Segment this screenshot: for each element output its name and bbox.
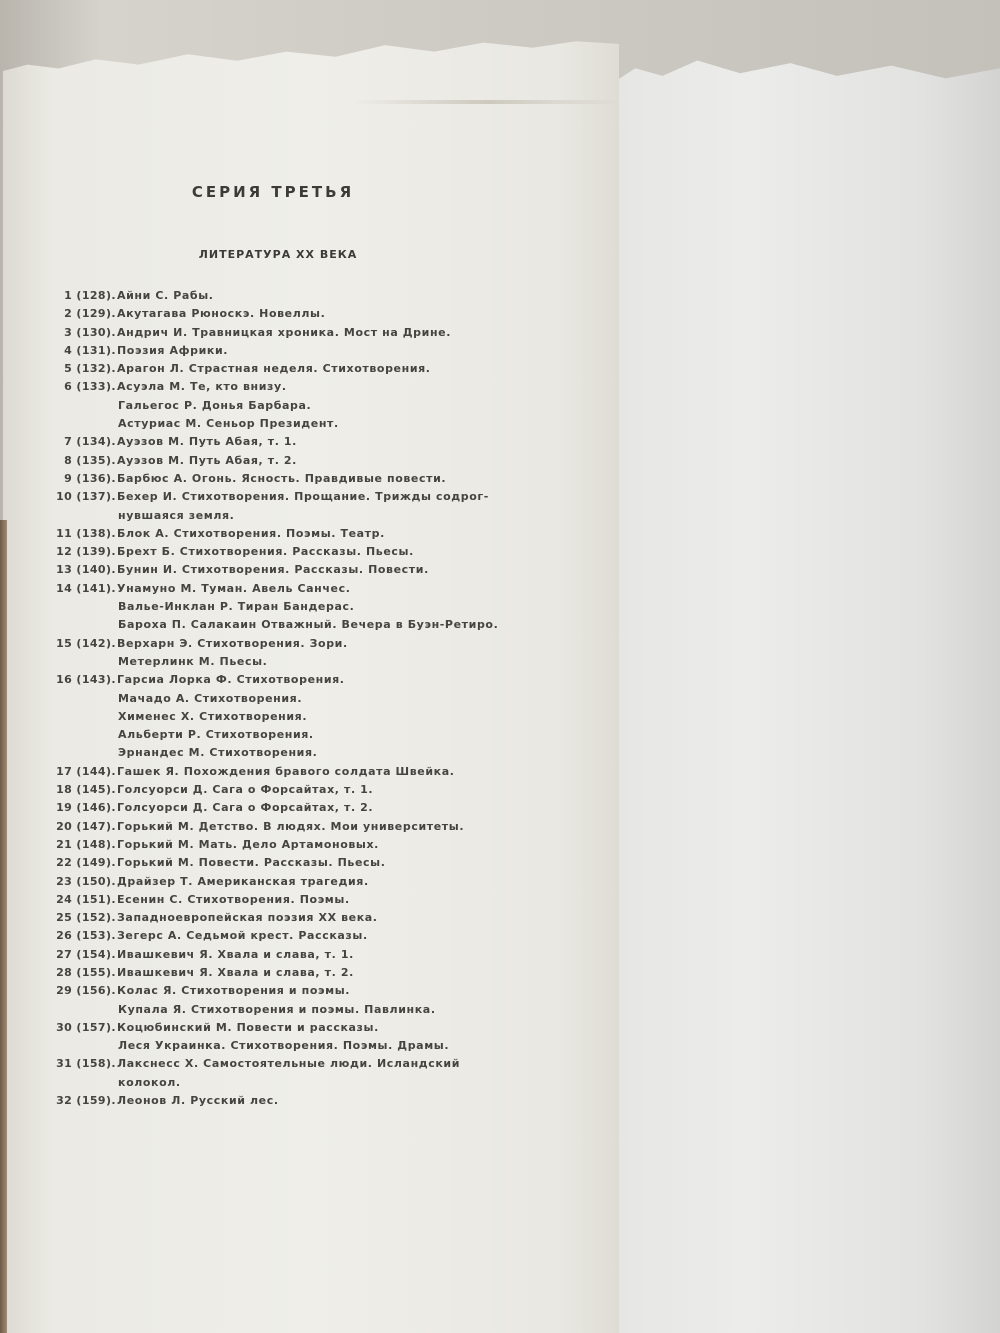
list-item bbox=[0, 909, 610, 927]
entry-title: Есенин С. Стихотворения. Поэмы. bbox=[117, 892, 350, 906]
entry-number: 13 (140). bbox=[56, 563, 116, 577]
entry-number: 18 (145). bbox=[56, 783, 116, 797]
list-item bbox=[0, 488, 610, 506]
list-item bbox=[0, 415, 610, 433]
list-item bbox=[0, 982, 610, 1000]
list-item bbox=[0, 378, 610, 396]
list-item bbox=[0, 763, 610, 781]
entry-number: 28 (155). bbox=[56, 965, 116, 979]
list-item bbox=[0, 397, 610, 415]
entry-title: Горький М. Детство. В людях. Мои университеты. bbox=[117, 819, 465, 833]
entry-title: Леонов Л. Русский лес. bbox=[117, 1094, 279, 1108]
list-item bbox=[0, 635, 610, 653]
list-item bbox=[0, 360, 610, 378]
entry-number: 22 (149). bbox=[56, 856, 116, 870]
list-item bbox=[0, 342, 610, 360]
list-item bbox=[0, 543, 610, 561]
list-item bbox=[0, 854, 610, 872]
entry-number: 32 (159). bbox=[56, 1094, 116, 1108]
entry-number: 29 (156). bbox=[56, 984, 116, 998]
entry-number: 20 (147). bbox=[56, 819, 116, 833]
list-item bbox=[0, 525, 610, 543]
entry-title: Унамуно М. Туман. Авель Санчес. bbox=[117, 581, 351, 595]
list-item bbox=[0, 946, 610, 964]
entry-number: 3 (130). bbox=[64, 325, 116, 339]
entry-title: Асуэла М. Те, кто внизу. bbox=[117, 380, 287, 394]
entry-number: 25 (152). bbox=[56, 911, 116, 925]
entry-number: 14 (141). bbox=[56, 581, 116, 595]
entry-title: Бароха П. Салакаин Отважный. Вечера в Буэн-Ретиро. bbox=[118, 618, 499, 632]
entry-number: 27 (154). bbox=[56, 947, 116, 961]
book-list bbox=[0, 287, 610, 1110]
list-item bbox=[0, 452, 610, 470]
entry-number: 1 (128). bbox=[64, 289, 116, 302]
entry-number: 4 (131). bbox=[64, 343, 116, 357]
entry-title: Голсуорси Д. Сага о Форсайтах, т. 2. bbox=[117, 801, 374, 815]
entry-title: Астуриас М. Сеньор Президент. bbox=[118, 417, 339, 431]
entry-title: Горький М. Мать. Дело Артамоновых. bbox=[117, 837, 379, 851]
list-item bbox=[0, 1037, 610, 1055]
entry-number: 9 (136). bbox=[64, 471, 116, 485]
list-item bbox=[0, 616, 610, 634]
list-item bbox=[0, 927, 610, 945]
list-item bbox=[0, 433, 610, 451]
entry-number: 15 (142). bbox=[56, 636, 116, 650]
series-title: СЕРИЯ ТРЕТЬЯ bbox=[191, 183, 355, 201]
entry-title: Альберти Р. Стихотворения. bbox=[118, 728, 314, 742]
entry-title: Горький М. Повести. Рассказы. Пьесы. bbox=[117, 856, 386, 870]
entry-title: Ивашкевич Я. Хвала и слава, т. 1. bbox=[117, 947, 354, 961]
list-item bbox=[0, 671, 610, 689]
entry-number: 24 (151). bbox=[56, 892, 116, 906]
list-item bbox=[0, 799, 610, 817]
list-item bbox=[0, 818, 610, 836]
list-item bbox=[0, 708, 610, 726]
entry-title: Западноевропейская поэзия XX века. bbox=[117, 911, 378, 925]
entry-title: Хименес Х. Стихотворения. bbox=[118, 709, 308, 723]
list-item bbox=[0, 305, 610, 323]
entry-title: Леся Украинка. Стихотворения. Поэмы. Драмы. bbox=[118, 1039, 450, 1053]
list-item bbox=[0, 836, 610, 854]
entry-title: Ивашкевич Я. Хвала и слава, т. 2. bbox=[117, 965, 354, 979]
entry-number: 7 (134). bbox=[64, 435, 116, 449]
entry-title: Ауэзов М. Путь Абая, т. 1. bbox=[117, 435, 297, 449]
entry-number: 6 (133). bbox=[64, 380, 116, 394]
entry-title: Гарсиа Лорка Ф. Стихотворения. bbox=[117, 673, 345, 687]
entry-number: 19 (146). bbox=[56, 801, 116, 815]
list-item bbox=[0, 1019, 610, 1037]
entry-number: 26 (153). bbox=[56, 929, 116, 943]
entry-number: 16 (143). bbox=[56, 673, 116, 687]
list-item bbox=[0, 1074, 610, 1092]
list-item bbox=[0, 690, 610, 708]
entry-title: Лакснесс Х. Самостоятельные люди. Исландский bbox=[117, 1057, 461, 1071]
entry-title: нувшаяся земля. bbox=[118, 508, 235, 522]
list-item bbox=[0, 470, 610, 488]
list-item bbox=[0, 561, 610, 579]
entry-title: Мачадо А. Стихотворения. bbox=[118, 691, 303, 705]
list-item bbox=[0, 287, 610, 305]
list-item bbox=[0, 781, 610, 799]
entry-number: 8 (135). bbox=[64, 453, 116, 467]
entry-number: 30 (157). bbox=[56, 1020, 116, 1034]
entry-number: 2 (129). bbox=[64, 307, 116, 321]
entry-title: Зегерс А. Седьмой крест. Рассказы. bbox=[117, 929, 368, 943]
entry-title: Гальегос Р. Донья Барбара. bbox=[118, 398, 312, 412]
entry-number: 11 (138). bbox=[56, 526, 116, 540]
entry-number: 17 (144). bbox=[56, 764, 116, 778]
torn-edge-shadow bbox=[353, 100, 623, 104]
entry-title: Эрнандес М. Стихотворения. bbox=[118, 746, 318, 760]
entry-number: 10 (137). bbox=[56, 490, 116, 504]
entry-title: Ауэзов М. Путь Абая, т. 2. bbox=[117, 453, 297, 467]
entry-title: Брехт Б. Стихотворения. Рассказы. Пьесы. bbox=[117, 545, 414, 559]
list-item bbox=[0, 598, 610, 616]
entry-title: Акутагава Рюноскэ. Новеллы. bbox=[117, 307, 326, 321]
list-item bbox=[0, 964, 610, 982]
list-item bbox=[0, 873, 610, 891]
list-item bbox=[0, 1092, 610, 1110]
entry-title: Купала Я. Стихотворения и поэмы. Павлинка. bbox=[118, 1002, 436, 1016]
entry-title: Гашек Я. Похождения бравого солдата Швейка. bbox=[117, 764, 455, 778]
entry-number: 12 (139). bbox=[56, 545, 116, 559]
entry-number: 31 (158). bbox=[56, 1057, 116, 1071]
entry-title: Бунин И. Стихотворения. Рассказы. Повести. bbox=[117, 563, 429, 577]
list-item bbox=[0, 1055, 610, 1073]
list-item bbox=[0, 891, 610, 909]
entry-title: Блок А. Стихотворения. Поэмы. Театр. bbox=[117, 526, 385, 540]
entry-title: Колас Я. Стихотворения и поэмы. bbox=[117, 984, 351, 998]
entry-title: Валье-Инклан Р. Тиран Бандерас. bbox=[118, 600, 355, 614]
entry-title: Айни С. Рабы. bbox=[117, 289, 214, 302]
list-item bbox=[0, 726, 610, 744]
list-item bbox=[0, 507, 610, 525]
list-item bbox=[0, 653, 610, 671]
entry-number: 23 (150). bbox=[56, 874, 116, 888]
entry-number: 5 (132). bbox=[64, 362, 116, 376]
entry-title: Барбюс А. Огонь. Ясность. Правдивые повести. bbox=[117, 471, 447, 485]
list-item bbox=[0, 744, 610, 762]
entry-title: Поэзия Африки. bbox=[117, 343, 229, 357]
entry-title: Метерлинк М. Пьесы. bbox=[118, 654, 268, 668]
jacket-flap bbox=[612, 58, 1000, 1333]
entry-title: Бехер И. Стихотворения. Прощание. Трижды содрог- bbox=[117, 490, 489, 504]
list-item bbox=[0, 324, 610, 342]
section-title: ЛИТЕРАТУРА XX ВЕКА bbox=[198, 248, 358, 261]
entry-number: 21 (148). bbox=[56, 837, 116, 851]
entry-title: Голсуорси Д. Сага о Форсайтах, т. 1. bbox=[117, 783, 374, 797]
entry-title: Коцюбинский М. Повести и рассказы. bbox=[117, 1020, 379, 1034]
entry-title: Андрич И. Травницкая хроника. Мост на Дрине. bbox=[117, 325, 452, 339]
list-item bbox=[0, 1001, 610, 1019]
entry-title: Верхарн Э. Стихотворения. Зори. bbox=[117, 636, 348, 650]
entry-title: Драйзер Т. Американская трагедия. bbox=[117, 874, 369, 888]
entry-title: Арагон Л. Страстная неделя. Стихотворения. bbox=[117, 362, 431, 376]
entry-title: колокол. bbox=[118, 1075, 181, 1089]
list-item bbox=[0, 580, 610, 598]
